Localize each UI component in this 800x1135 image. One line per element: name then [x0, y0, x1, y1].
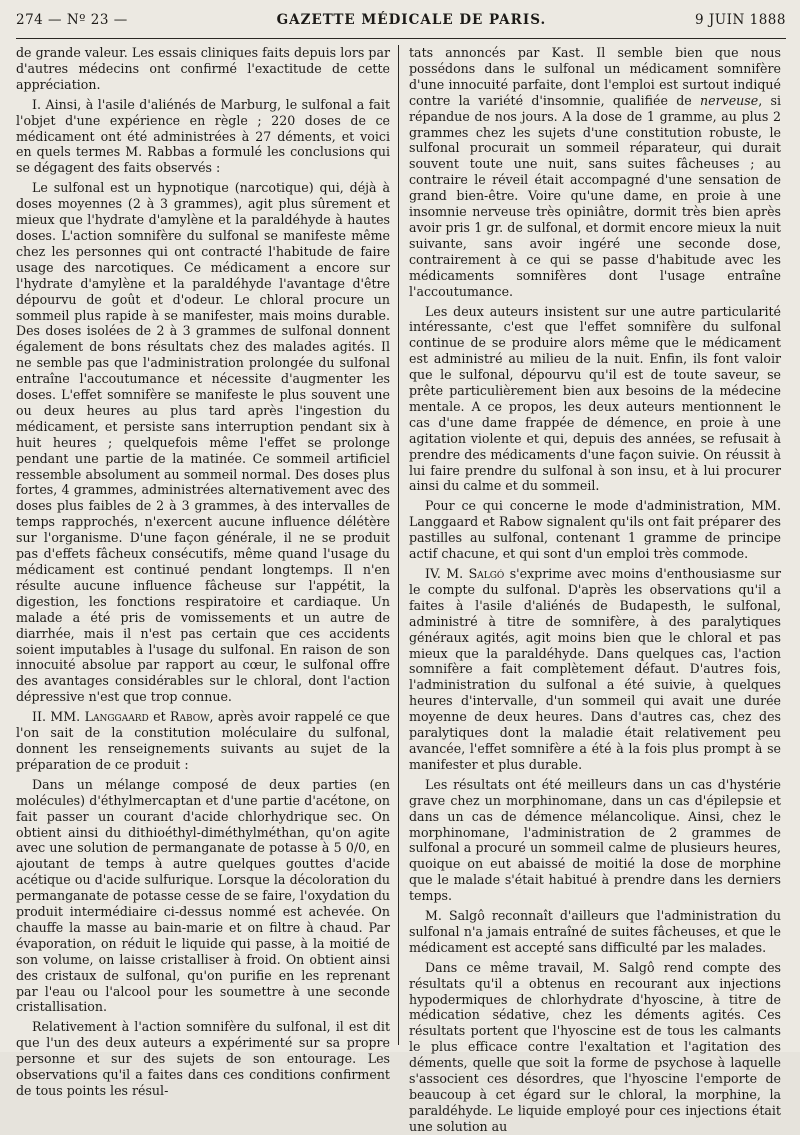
- issue-date-day: 9: [695, 12, 705, 28]
- paragraph: Dans un mélange composé de deux parties (en molécules) d'éthylmercaptan et d'une partie d'acétone, on fait passer un courant d'acide chlorhydrique sec. On obtient ainsi du dithioéthyl-diméthylméthan, qu'on agite avec une solution de permanganate de potasse à 5 0/0, en ajoutant de temps à autre quelques gouttes d'acide acétique ou d'acide sulfurique. Lorsque la décoloration du permanganate de potasse cesse de se faire, l'oxydation du produit intermédiaire ci-dessus nommé est achevée. On chauffe la masse au bain-marie et on filtre à chaud. Par évaporation, on réduit le liquide qui passe, à la moitié de son volume, on laisse cristalliser à froid. On obtient ainsi des cristaux de sulfonal, qu'on purifie en les reprenant par l'eau ou l'alcool pour les soumettre à une seconde cristallisation.: [16, 776, 390, 1015]
- paragraph: I. Ainsi, à l'asile d'aliénés de Marburg, le sulfonal a fait l'objet d'une expérience en règle ; 220 doses de ce médicament ont été administrées à 27 déments, et voici en quels termes M. Rabbas a formulé les conclusions qui se dégagent des faits observés :: [16, 96, 390, 176]
- issue-date-year: 1888: [749, 12, 786, 28]
- paragraph: M. Salgô reconnaît d'ailleurs que l'administration du sulfonal n'a jamais entraîné de suites fâcheuses, et que le médicament est accepté sans difficulté par les malades.: [409, 908, 781, 955]
- paragraph: Le sulfonal est un hypnotique (narcotique) qui, déjà à doses moyennes (2 à 3 grammes), agit plus sûrement et mieux que l'hydrate d'amylène et la paraldéhyde à hautes doses. L'action somnifère du sulfonal se manifeste même chez les personnes qui ont contracté l'habitude de faire usage des narcotiques. Ce médicament a encore sur l'hydrate d'amylène et la paraldéhyde l'avantage d'être dépourvu de goût et d'odeur. Le chloral procure un sommeil plus rapide à se manifester, mais moins durable. Des doses isolées de 2 à 3 grammes de sulfonal donnent également de bons résultats chez des malades agités. Il ne semble pas que l'administration prolongée du sulfonal entraîne l'accoutumance et nécessite d'augmenter les doses. L'effet somnifère se manifeste le plus souvent une ou deux heures au plus tard après l'ingestion du médicament, et persiste sans interruption pendant six à huit heures ; quelquefois même l'effet se prolonge pendant une partie de la matinée. Ce sommeil artificiel ressemble absolument au sommeil normal. Des doses plus fortes, 4 grammes, administrées alternativement avec des doses plus faibles de 2 à 3 grammes, à des intervalles de temps rapprochés, n'exercent aucune influence délétère sur l'organisme. D'une façon générale, il ne se produit pas d'effets fâcheux consécutifs, même quand l'usage du médicament est continué pendant longtemps. Il n'en résulte aucune influence fâcheuse sur l'appétit, la digestion, les fonctions respiratoire et cardiaque. Un malade a été pris de vomissements et un autre de diarrhée, mais il n'est pas certain que ces accidents soient imputables à l'usage du sulfonal. En raison de son innocuité absolue par rapport au cœur, le sulfonal offre des avantages considérables sur le chloral, dont l'action dépressive n'est que trop connue.: [16, 180, 390, 705]
- header-rule: [16, 38, 786, 39]
- left-column: [16, 45, 398, 1098]
- paragraph-lead: IV. M.: [425, 566, 464, 581]
- paragraph: Relativement à l'action somnifère du sulfonal, il est dit que l'un des deux auteurs a expérimenté sur sa propre personne et sur des sujets de son entourage. Les observations qu'il a faites dans ces conditions confirment de tous points les résul-: [16, 1019, 390, 1098]
- right-column: [399, 45, 781, 1134]
- paragraph-lead: II. MM.: [32, 709, 81, 725]
- author-name: Salgó: [468, 566, 505, 581]
- paragraph: Pour ce qui concerne le mode d'administration, MM. Langgaard et Rabow signalent qu'ils ont fait préparer des pastilles au sulfonal, contenant 1 gramme de principe actif chacune, et qui sont d'un emploi très commode.: [409, 498, 781, 562]
- issue-date-month: JUIN: [708, 12, 745, 28]
- paragraph-text: s'exprime avec moins d'enthousiasme sur le compte du sulfonal. D'après les observations qu'il a faites à l'asile d'aliénés de Budapesth, le sulfonal, administré à titre de somnifère, à des paralytiques généraux agités, agit moins bien que le chloral et pas mieux que la paraldéhyde. Dans quelques cas, l'action somnifère a fait complètement défaut. D'autres fois, l'administration du sulfonal a été suivie, à quelques heures d'intervalle, d'un sommeil qui avait une durée moyenne de deux heures. Dans d'autres cas, chez des paralytiques dont la maladie était relativement peu avancée, l'effet somnifère a été à la fois plus prompt à se manifester et plus durable.: [409, 566, 781, 772]
- page-number: 274 — Nº 23 —: [16, 12, 128, 28]
- paragraph: de grande valeur. Les essais cliniques faits depuis lors par d'autres médecins ont confirmé l'exactitude de cette appréciation.: [16, 45, 390, 92]
- paragraph: [409, 45, 781, 300]
- paragraph: Les résultats ont été meilleurs dans un cas d'hystérie grave chez un morphinomane, dans un cas d'épilepsie et dans un cas de démence mélancolique. Ainsi, chez le morphinomane, l'administration de 2 grammes de sulfonal a procuré un sommeil calme de plusieurs heures, quoique on eut abaissé de moitié la dose de morphine que le malade s'était habitué à prendre dans les derniers temps.: [409, 776, 781, 904]
- paragraph: [409, 566, 781, 773]
- paragraph: Les deux auteurs insistent sur une autre particularité intéressante, c'est que l'effet somnifère du sulfonal continue de se produire alors même que le médicament est administré au milieu de la nuit. Enfin, ils font valoir que le sulfonal, dépourvu qu'il est de toute saveur, se prête particulièrement bien aux besoins de la médecine mentale. A ce propos, les deux auteurs mentionnent le cas d'une dame frappée de démence, en proie à une agitation violente et qui, depuis des années, se refusait à prendre des médicaments d'une façon suivie. On réussit à lui faire prendre du sulfonal à son insu, et à lui procurer ainsi du calme et du sommeil.: [409, 303, 781, 494]
- page-header: [16, 12, 786, 36]
- author-name: Rabow: [170, 709, 210, 725]
- author-name: Langgaard: [84, 709, 149, 725]
- publication-title: GAZETTE MÉDICALE DE PARIS.: [276, 12, 547, 28]
- emphasis: nerveuse: [700, 92, 759, 108]
- paragraph-text: , après avoir rappelé ce que l'on sait de la constitution moléculaire du sulfonal, donnent les renseignements suivants au sujet de la préparation de ce produit :: [16, 709, 390, 772]
- conjunction: et: [148, 709, 171, 725]
- paragraph: [16, 709, 390, 773]
- paragraph: Dans ce même travail, M. Salgô rend compte des résultats qu'il a obtenus en recourant aux injections hypodermiques de chlorhydrate d'hyoscine, à titre de médication sédative, chez les déments agités. Ces résultats portent que l'hyoscine est de tous les calmants le plus efficace contre l'exaltation et l'agitation des déments, quelle que soit la forme de psychose à laquelle s'associent ces désordres, que l'hyoscine l'emporte de beaucoup à cet égard sur le chloral, la morphine, la paraldéhyde. Le liquide employé pour ces injections était une solution au: [409, 959, 781, 1134]
- paragraph-text: tats annoncés par Kast. Il semble bien que nous possédons dans le sulfonal un médicament somnifère d'une innocuité parfaite, dont l'emploi est surtout indiqué contre la variété d'insomnie, qualifiée de: [409, 45, 781, 108]
- text-columns: [16, 45, 786, 1134]
- paragraph-text: , si répandue de nos jours. A la dose de 1 gramme, au plus 2 grammes chez les sujets d'une constitution robuste, le sulfonal procurait un sommeil réparateur, qui durait souvent toute une nuit, sans suites fâcheuses ; au contraire le réveil était accompagné d'une sensation de grand bien-être. Voire qu'une dame, en proie à une insomnie nerveuse très opiniâtre, dormit très bien après avoir pris 1 gr. de sulfonal, et dormit encore mieux la nuit suivante, sans avoir ingéré une seconde dose, contrairement à ce qui se passe d'habitude avec les médicaments somnifères dont l'usage entraîne l'accoutumance.: [409, 92, 781, 299]
- issue-date: [695, 12, 786, 28]
